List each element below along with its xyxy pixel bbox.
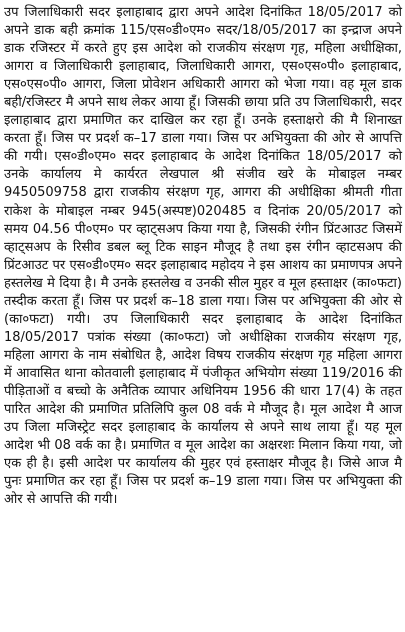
testimony-paragraph: उप जिलाधिकारी सदर इलाहाबाद द्वारा अपने आदेश दिनांकित 18/05/2017 को अपने डाक बही क्रमांक 115/एस०डी०एम० सदर/18/05/2017 का इन्द्राज अपने डाक रजिस्टर में करते हुए इस आदेश को राजकीय संरक्षण गृह, महिला अधीक्षिका, आगरा व जिलाधिकारी इलाहाबाद, जिलाधिकारी आगरा, एस०एस०पी० इलाहाबाद, एस०एस०पी० आगरा, जिला प्रोवेशन अधिकारी आगरा को भेजा गया। वह मूल डाक बही/रजिस्टर मै अपने साथ लेकर आया हूँ। जिसकी छाया प्रति उप जिलाधिकारी, सदर इलाहाबाद द्वारा प्रमाणित कर दाखिल कर रहा हूँ। उनके हस्ताक्षरो की मै शिनाख्त करता हूँ। जिस पर प्रदर्श क–17 डाला गया। जिस पर अभियुक्ता की ओर से आपत्ति की गयी। एस०डी०एम० सदर इलाहाबाद के आदेश दिनांकित 18/05/2017 को उनके कार्यालय मे कार्यरत लेखपाल श्री संजीव खरे के मोबाइल नम्बर 9450509758 द्वारा राजकीय संरक्षण गृह, आगरा की अधीक्षिका श्रीमती गीता राकेश के मोबाइल नम्बर 945(अस्पष्ट)020485 व दिनांक 20/05/2017 को समय 04.56 पी०एम० पर व्हाट्सअप किया गया है, जिसकी रंगीन प्रिंटआउट जिसमें व्हाट्सअप के रिसीव डबल ब्लू टिक साइन मौजूद है तथा इस रंगीन व्हाटसअप की प्रिंटआउट पर एस०डी०एम० सदर इलाहाबाद महोदय ने इस आशय का प्रमाणपत्र अपने हस्तलेख मे दिया है। मै उनके हस्तलेख व उनकी सील मुहर व मूल हस्ताक्षर (का०फटा) तस्दीक करता हूँ। जिस पर प्रदर्श क–18 डाला गया। जिस पर अभियुक्ता की ओर से (का०फटा) गयी। उप जिलाधिकारी सदर इलाहाबाद के आदेश दिनांकित 18/05/2017 पत्रांक संख्या (का०फटा) जो अधीक्षिका राजकीय संरक्षण गृह, महिला आगरा के नाम संबोधित है, आदेश विषय राजकीय संरक्षण गृह महिला आगरा में आवासित थाना कोतवाली इलाहाबाद में पंजीकृत अभियोग संख्या 119/2016 की पीड़िताओं व बच्चो के अनैतिक व्यापार अधिनियम 1956 की धारा 17(4) के तहत पारित आदेश की प्रमाणित प्रतिलिपि कुल 08 वर्क मे मौजूद है। मूल आदेश मै आज उप जिला मजिस्ट्रेट सदर इलाहाबाद के कार्यालय से अपने साथ लाया हूँ। यह मूल आदेश भी 08 वर्क का है। प्रमाणित व मूल आदेश का अक्षरशः मिलान किया गया, जो एक ही है। इसी आदेश पर कार्यालय की मुहर एवं हस्ताक्षर मौजूद है। जिसे आज मै पुनः प्रमाणित कर रहा हूँ। जिस पर प्रदर्श क–19 डाला गया। जिस पर अभियुक्ता की ओर से आपत्ति की गयी। — [4, 5, 402, 508]
